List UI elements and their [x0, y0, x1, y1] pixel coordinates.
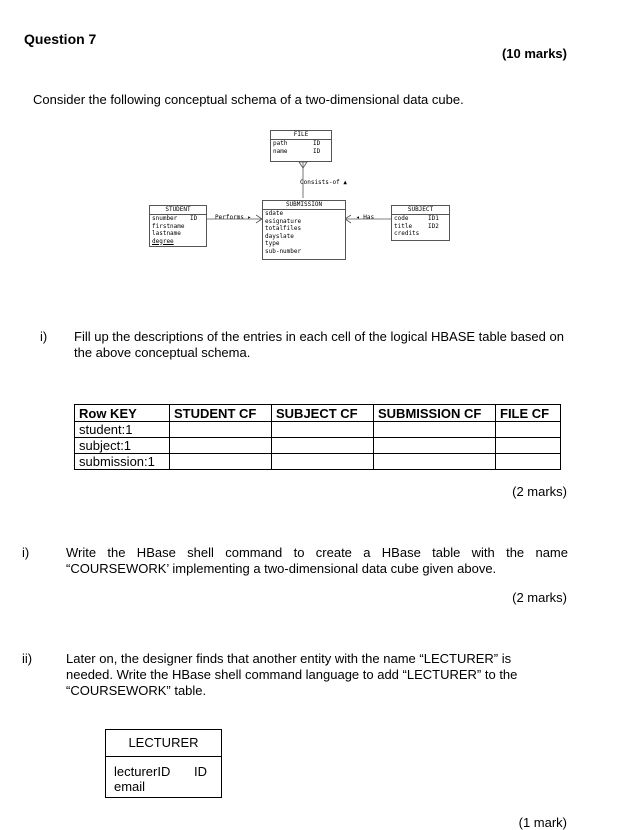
- table-row: [75, 422, 561, 438]
- subject-attr-credits: credits: [394, 230, 420, 237]
- performs-label: Performs ▸: [215, 214, 252, 221]
- subject-entity-name: SUBJECT: [392, 206, 449, 215]
- file-attr-path: path: [273, 140, 288, 147]
- header-file-cf: FILE CF: [496, 405, 561, 422]
- student-attr-firstname: firstname: [152, 222, 185, 230]
- lecturer-entity-name: LECTURER: [106, 730, 221, 757]
- header-subject-cf: SUBJECT CF: [272, 405, 374, 422]
- header-student-cf: STUDENT CF: [170, 405, 272, 422]
- cell-empty[interactable]: [170, 422, 272, 438]
- submission-attr-totalfiles: totalfiles: [265, 225, 302, 232]
- part3-number: ii): [22, 651, 33, 666]
- part3-marks: (1 mark): [518, 815, 567, 830]
- lecturer-id: ID: [194, 764, 207, 779]
- student-entity-name: STUDENT: [150, 206, 206, 215]
- header-submission-cf: SUBMISSION CF: [374, 405, 496, 422]
- subject-id-2: ID2: [428, 222, 439, 230]
- row-key-student: student:1: [75, 422, 170, 438]
- cell-empty[interactable]: [374, 422, 496, 438]
- lecturer-attr-email: email: [114, 779, 146, 794]
- part2-marks: (2 marks): [512, 590, 567, 605]
- cell-empty[interactable]: [272, 422, 374, 438]
- table-row: [75, 438, 561, 454]
- part1-text: Fill up the descriptions of the entries in each cell of the logical HBASE table based on the above conceptual schema.: [74, 329, 564, 360]
- cell-empty[interactable]: [496, 422, 561, 438]
- student-attr-lastname: lastname: [152, 230, 181, 237]
- part1-number: i): [40, 329, 48, 344]
- subject-attr-title: title: [394, 222, 413, 230]
- submission-attr-sdate: sdate: [265, 210, 284, 217]
- part2-text: Write the HBase shell command to create a HBase table with the name “COURSEWORK’ implementing a two-dimensional data cube given above.: [66, 545, 568, 576]
- subject-attr-code: code: [394, 215, 409, 222]
- submission-attr-sub-number: sub-number: [265, 247, 302, 255]
- student-id: ID: [190, 215, 198, 222]
- subject-entity: [391, 205, 450, 241]
- question-intro: Consider the following conceptual schema of a two-dimensional data cube.: [33, 92, 464, 107]
- hbase-table: [74, 404, 561, 470]
- file-entity-name: FILE: [271, 131, 331, 140]
- file-id-2: ID: [313, 147, 321, 155]
- question-marks: (10 marks): [501, 46, 567, 61]
- cell-empty[interactable]: [272, 438, 374, 454]
- submission-attr-esignature: esignature: [265, 217, 302, 225]
- submission-attr-dayslate: dayslate: [265, 232, 294, 240]
- row-key-submission: submission:1: [75, 454, 170, 470]
- cell-empty[interactable]: [374, 454, 496, 470]
- cell-empty[interactable]: [272, 454, 374, 470]
- file-id-1: ID: [313, 140, 321, 147]
- file-entity: [270, 130, 332, 162]
- lecturer-attr-id: lecturerID: [114, 764, 171, 779]
- student-entity: [149, 205, 207, 247]
- question-title: Question 7: [24, 31, 97, 47]
- header-row-key: Row KEY: [75, 405, 170, 422]
- submission-attr-type: type: [265, 240, 280, 247]
- student-attr-snumber: snumber: [152, 215, 178, 222]
- cell-empty[interactable]: [170, 438, 272, 454]
- has-label: ◂ Has: [356, 214, 375, 221]
- cell-empty[interactable]: [170, 454, 272, 470]
- submission-entity: [262, 200, 346, 260]
- cell-empty[interactable]: [374, 438, 496, 454]
- cell-empty[interactable]: [496, 438, 561, 454]
- file-attr-name: name: [273, 147, 288, 155]
- conceptual-schema-diagram: [148, 128, 458, 263]
- consists-of-label: Consists-of ▲: [300, 179, 347, 186]
- submission-entity-name: SUBMISSION: [263, 201, 345, 210]
- subject-id-1: ID1: [428, 215, 439, 222]
- student-attr-degree: degree: [152, 237, 174, 245]
- row-key-subject: subject:1: [75, 438, 170, 454]
- part3-text: Later on, the designer finds that another entity with the name “LECTURER” is needed. Write the HBase shell command language to add “LECTURER” to the “COURSEWORK” table.: [66, 651, 518, 698]
- table-row: [75, 454, 561, 470]
- part2-number: i): [22, 545, 30, 560]
- part1-marks: (2 marks): [512, 484, 567, 499]
- lecturer-entity: [105, 729, 222, 798]
- cell-empty[interactable]: [496, 454, 561, 470]
- hbase-table-header-row: [75, 405, 561, 422]
